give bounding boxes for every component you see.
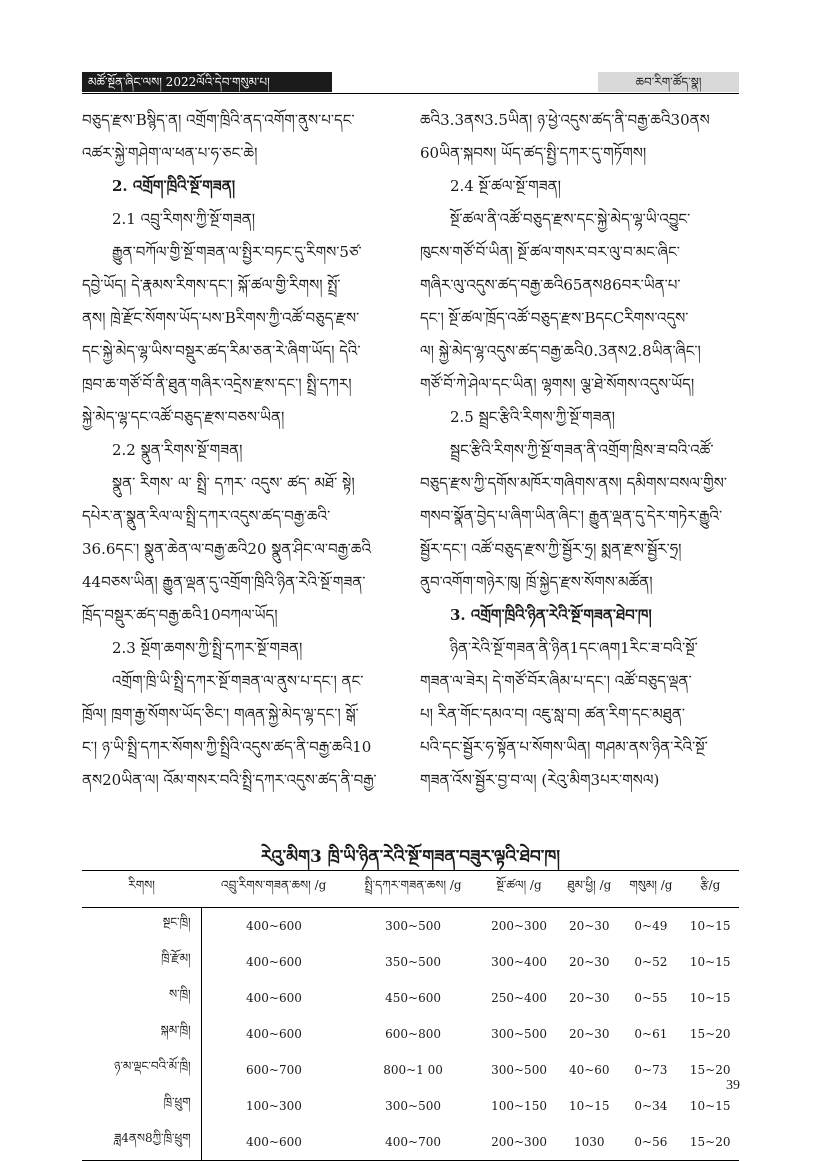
row-label-cell: ཟླ4ནས8ཀྱི་ཁྲི་ཕྲུག	[82, 1124, 201, 1161]
table-cell: 600~700	[246, 1063, 302, 1077]
text-line: སྐྱེ་མེད་ལྷ་དང་འཚོ་བཅུད་རྫས་བཅས་ཡིན།	[82, 408, 285, 426]
table-cell: 0~52	[634, 955, 668, 969]
row-label-cell: ས་ཁྲི།	[82, 980, 201, 1016]
row-label-cell: ཁྲི་ཕྲུག	[82, 1088, 201, 1124]
journal-header-title: མཚོ་སྔོན་ཞིང་ལས། 2022ལོའི་དེབ་གསུམ་པ།	[82, 72, 332, 92]
table-row	[82, 980, 739, 1016]
table-cell: 600~800	[385, 1027, 441, 1041]
text-line: འགྲོག་ཁྲི་ཡི་སྤྲི་དཀར་སྔོ་གཟན་ལ་ནུས་པ་དང་། ནང་	[112, 672, 364, 690]
table-cell: 0~34	[634, 1099, 668, 1113]
table-body	[82, 908, 739, 1161]
table-cell: 300~500	[385, 1099, 441, 1113]
text-line: སྦྱོར་དང་། འཚོ་བཅུད་རྫས་ཀྱི་སྦྱོར་ཧྲ། སྨན་རྫས་སྦྱོར་ཧྲ།	[420, 540, 682, 558]
table-cell: 450~600	[385, 991, 441, 1005]
table-cell: 350~500	[385, 955, 441, 969]
table-cell: 300~500	[491, 1027, 547, 1041]
table-cell: 200~300	[491, 919, 547, 933]
feed-table	[82, 870, 739, 1161]
table-cell: 0~73	[634, 1063, 668, 1077]
table-cell: 15~20	[681, 1124, 739, 1161]
table-cell: 0~61	[634, 1027, 668, 1041]
text-line: ལ། སྐྱེ་མེད་ལྷ་འདུས་ཚད་བརྒྱ་ཆའི0.3ནས2.8ཡིན་ཞིང་།	[420, 342, 701, 360]
text-line: གཟན་ལ་ཟེར། དེ་གཙོ་བོར་ཞིམ་པ་དང་། འཚོ་བཅུད་ལྡན་	[420, 672, 692, 690]
text-line: དཔེར་ན་སྣུན་རིལ་ལ་སྤྲི་དཀར་འདུས་ཚད་བརྒྱ་ཆའི་	[82, 507, 331, 525]
text-line: དང་སྐྱེ་མེད་ལྷ་ཡིས་བསྡུར་ཚད་རིམ་ཅན་རེ་ཞིག་ཡོད། དེའི་	[82, 342, 361, 360]
table-cell: 100~150	[491, 1099, 547, 1113]
table-cell: 10~15	[689, 955, 731, 969]
table-header-cell: སྤྲི་དཀར་གཟན་ཆས། /g	[346, 871, 480, 908]
text-line: པའི་དང་སྦྱོར་ཧ་སྟོན་པ་སོགས་ཡིན། གཤམ་ནས་ཉིན་རེའི་སྔོ་	[420, 738, 708, 756]
subsection-heading: 2.1 འབྲུ་རིགས་ཀྱི་སྔོ་གཟན།	[112, 210, 256, 228]
table-cell: 15~20	[689, 1027, 731, 1041]
table-header-cell: ཐུམ་ཕྱི། /g	[558, 871, 620, 908]
table-row	[82, 1088, 739, 1124]
table-cell: 10~15	[689, 919, 731, 933]
row-label-cell: ཁྲི་རྫོམ།	[82, 944, 201, 980]
table-cell: 10~15	[689, 1099, 731, 1113]
subsection-heading: 2.3 སྔོག་ཆགས་ཀྱི་སྤྲི་དཀར་སྔོ་གཟན།	[112, 639, 303, 657]
table-cell: 300~400	[491, 955, 547, 969]
table-cell: 400~700	[346, 1124, 480, 1161]
table-row	[82, 1052, 739, 1088]
table-cell: 15~20	[689, 1063, 731, 1077]
text-line: ནས20ཡིན་ལ། འོམ་གསར་བའི་སྤྲི་དཀར་འདུས་ཚད་ནི་བརྒྱ་	[82, 771, 377, 789]
table-cell: 300~500	[491, 1063, 547, 1077]
table-cell: 400~600	[246, 955, 302, 969]
table-cell: 20~30	[568, 955, 610, 969]
left-text-column	[82, 104, 400, 797]
table-cell: 0~55	[634, 991, 668, 1005]
table-header-cell: རིགས།	[82, 871, 201, 908]
table-cell: 10~15	[568, 1099, 610, 1113]
text-line: གཞིར་ལུ་འདུས་ཚད་བརྒྱ་ཆའི65ནས86བར་ཡིན་པ་	[420, 276, 681, 294]
text-line: ཁྲོལ། ཁྲག་རྒྱ་སོགས་ཡོད་ཅིང་། གཞན་སྐྱེ་མེད་ལྷ་དང་། སྒོ་	[82, 705, 359, 723]
section-heading: 3. འགྲོག་ཁྲིའི་ཉིན་རེའི་སྔོ་གཟན་ཐེབ་ཁ།	[450, 606, 652, 624]
table-cell: 20~30	[568, 919, 610, 933]
table-header-cell: འབྲུ་རིགས་གཟན་ཆས། /g	[201, 871, 346, 908]
table-row	[82, 1124, 739, 1161]
text-line: པ། རིན་གོང་དམའ་བ། འཇུ་སླ་བ། ཚན་རིག་དང་མཐུན་	[420, 705, 685, 723]
row-label-cell: ཉ་མ་ལྡང་བའི་མོ་ཁྲི།	[82, 1052, 201, 1088]
subsection-heading: 2.4 སྔོ་ཚལ་སྔོ་གཟན།	[450, 177, 561, 195]
table-row	[82, 1016, 739, 1052]
text-line: ཁུངས་གཙོ་བོ་ཡིན། སྔོ་ཚལ་གསར་བར་ལུ་བ་མང་ཞིང་	[420, 243, 680, 261]
text-line: སྦྲང་རྩིའི་རིགས་ཀྱི་སྔོ་གཟན་ནི་འགྲོག་ཁྲིས་ཟ་བའི་འཚོ་	[450, 441, 714, 459]
table-cell: 20~30	[568, 991, 610, 1005]
text-line: གཟན་འོས་སྦྱོར་བྱ་བ་ལ། (རེའུ་མིག3པར་གསལ)	[420, 771, 660, 789]
table-header-cell: སྔོ་ཚལ། /g	[480, 871, 558, 908]
text-line: ཆའི3.3ནས3.5ཡིན། ཉ་ཕྱེ་འདུས་ཚད་ནི་བརྒྱ་ཆའི30ནས	[420, 111, 710, 129]
table-row	[82, 944, 739, 980]
text-line: ནས། ཁྲེ་རྫོང་སོགས་ཡོད་པས་Bརིགས་ཀྱི་འཚོ་བཅུད་རྫས་	[82, 309, 360, 327]
table-cell: 400~600	[246, 991, 302, 1005]
text-line: གསབ་སྣོན་བྱེད་པ་ཞིག་ཡིན་ཞིང་། རྒྱུན་ལྡན་དུ་དེར་གཏེར་རྒྱུའི་	[420, 507, 723, 525]
text-line: ཁྲོད་བསྡུར་ཚད་བརྒྱ་ཆའི10བཀལ་ཡོད།	[82, 606, 278, 624]
table-cell: 400~600	[246, 919, 302, 933]
text-line: ཁྲབ་ཆ་གཙོ་བོ་ནི་ཐུན་གཞིར་འདྲེས་རྫས་དང་། སྤྲི་དཀར།	[82, 375, 352, 393]
table-cell: 800~1 00	[383, 1063, 443, 1077]
table-cell: 1030	[558, 1124, 620, 1161]
table-cell: 20~30	[568, 1027, 610, 1041]
text-line: དང་། སྔོ་ཚལ་ཁྲོད་འཚོ་བཅུད་རྫས་BདངCརིགས་འདུས་	[420, 309, 689, 327]
text-line: གཙོ་བོ་ཀེ་ཤེལ་དང་ཡིན། ལྷགས། ལྕ་ཐེ་སོགས་འདུས་ཡོད།	[420, 375, 695, 393]
table-cell: 250~400	[491, 991, 547, 1005]
text-line: དབྱེ་ཡོད། དེ་རྣམས་རིགས་དང་། སྐོ་ཚལ་གྱི་རིགས། སྤྲོ་	[82, 276, 341, 294]
table-cell: 0~56	[620, 1124, 681, 1161]
table-cell: 40~60	[568, 1063, 610, 1077]
table-header-cell: གསུམ། /g	[620, 871, 681, 908]
text-line: འཚར་སྐྱེ་གཤེག་ལ་ཕན་པ་ཧ་ཅང་ཆེ།	[82, 144, 258, 162]
table-row	[82, 908, 739, 945]
row-label-cell: སྐམ་ཁྲི།	[82, 1016, 201, 1052]
text-line: 36.6དང་། སྣུན་ཆེན་ལ་བརྒྱ་ཆའི20 སྣུན་ཤིང་ལ་བརྒྱ་ཆའི	[82, 540, 372, 558]
section-header-label: ཆབ་རིག་ཚོད་སྣ།	[598, 72, 739, 92]
table-header-cell: རྩི/g	[681, 871, 739, 908]
table-cell: 100~300	[246, 1099, 302, 1113]
text-line: སྔོ་ཚལ་ནི་འཚོ་བཅུད་རྫས་དང་སྐྱེ་མེད་ལྷ་ཡི་འབྱུང་	[450, 210, 691, 228]
text-line: 44བཅས་ཡིན། རྒྱུན་ལྡན་དུ་འགྲོག་ཁྲིའི་ཉིན་རེའི་སྔོ་གཟན་	[82, 573, 366, 591]
text-line: ནུབ་འགོག་གཉེར་ཁུ། ཁྲོ་སྐྱེད་རྫས་སོགས་མཚོན།	[420, 573, 653, 591]
table-title: རེའུ་མིག3 ཁྲི་ཡི་ཉིན་རེའི་སྔོ་གཟན་བཟུར་ལྟའི་ཐེབ་ཁ།	[260, 847, 561, 867]
text-line: རྒྱུན་བཀོལ་གྱི་སྔོ་གཟན་ལ་སྤྱིར་བཏང་དུ་རིགས་5ཙ་	[112, 243, 362, 261]
text-line: 60ཡིན་སྐབས། ཡོད་ཚད་སྤྱི་དཀར་དུ་གཏོགས།	[420, 144, 647, 162]
text-line: བཅུད་རྫས་ཀྱི་དགོས་མཁོར་གཞིགས་ནས། དམིགས་བསལ་གྱིས་	[420, 474, 727, 492]
table-cell: 10~15	[689, 991, 731, 1005]
row-label-cell: སྔང་ཁྲི།	[82, 908, 201, 945]
table-header-row	[82, 871, 739, 908]
header-divider	[82, 93, 739, 94]
table-cell: 400~600	[246, 1027, 302, 1041]
page-number: 39	[726, 1078, 740, 1093]
text-line: ང་། ཉ་ཡི་སྤྲི་དཀར་སོགས་ཀྱི་སྤྲིའི་འདུས་ཚད་ནི་བརྒྱ་ཆའི10	[82, 738, 372, 756]
text-line: བཅུད་རྫས་Bསྙིད་ན། འགྲོག་ཁྲིའི་ནད་འགོག་ནུས་པ་དང་	[82, 111, 355, 129]
right-text-column	[420, 104, 738, 797]
table-cell: 300~500	[385, 919, 441, 933]
text-line: སྣུན་ རིགས་ ལ་ སྤྲི་ དཀར་ འདུས་ ཚད་ མཐོ་ སྟེ།	[112, 474, 355, 492]
subsection-heading: 2.2 སྣུན་རིགས་སྔོ་གཟན།	[112, 441, 243, 459]
table-cell: 200~300	[480, 1124, 558, 1161]
table-cell: 0~49	[634, 919, 668, 933]
table-cell: 400~600	[201, 1124, 346, 1161]
subsection-heading: 2.5 སྦྲང་རྩིའི་རིགས་ཀྱི་སྔོ་གཟན།	[450, 408, 615, 426]
section-heading: 2. འགྲོག་ཁྲིའི་སྔོ་གཟན།	[112, 177, 236, 195]
text-line: ཉིན་རེའི་སྔོ་གཟན་ནི་ཉིན1དང་ཞག1རིང་ཟ་བའི་སྔོ་	[450, 639, 698, 657]
